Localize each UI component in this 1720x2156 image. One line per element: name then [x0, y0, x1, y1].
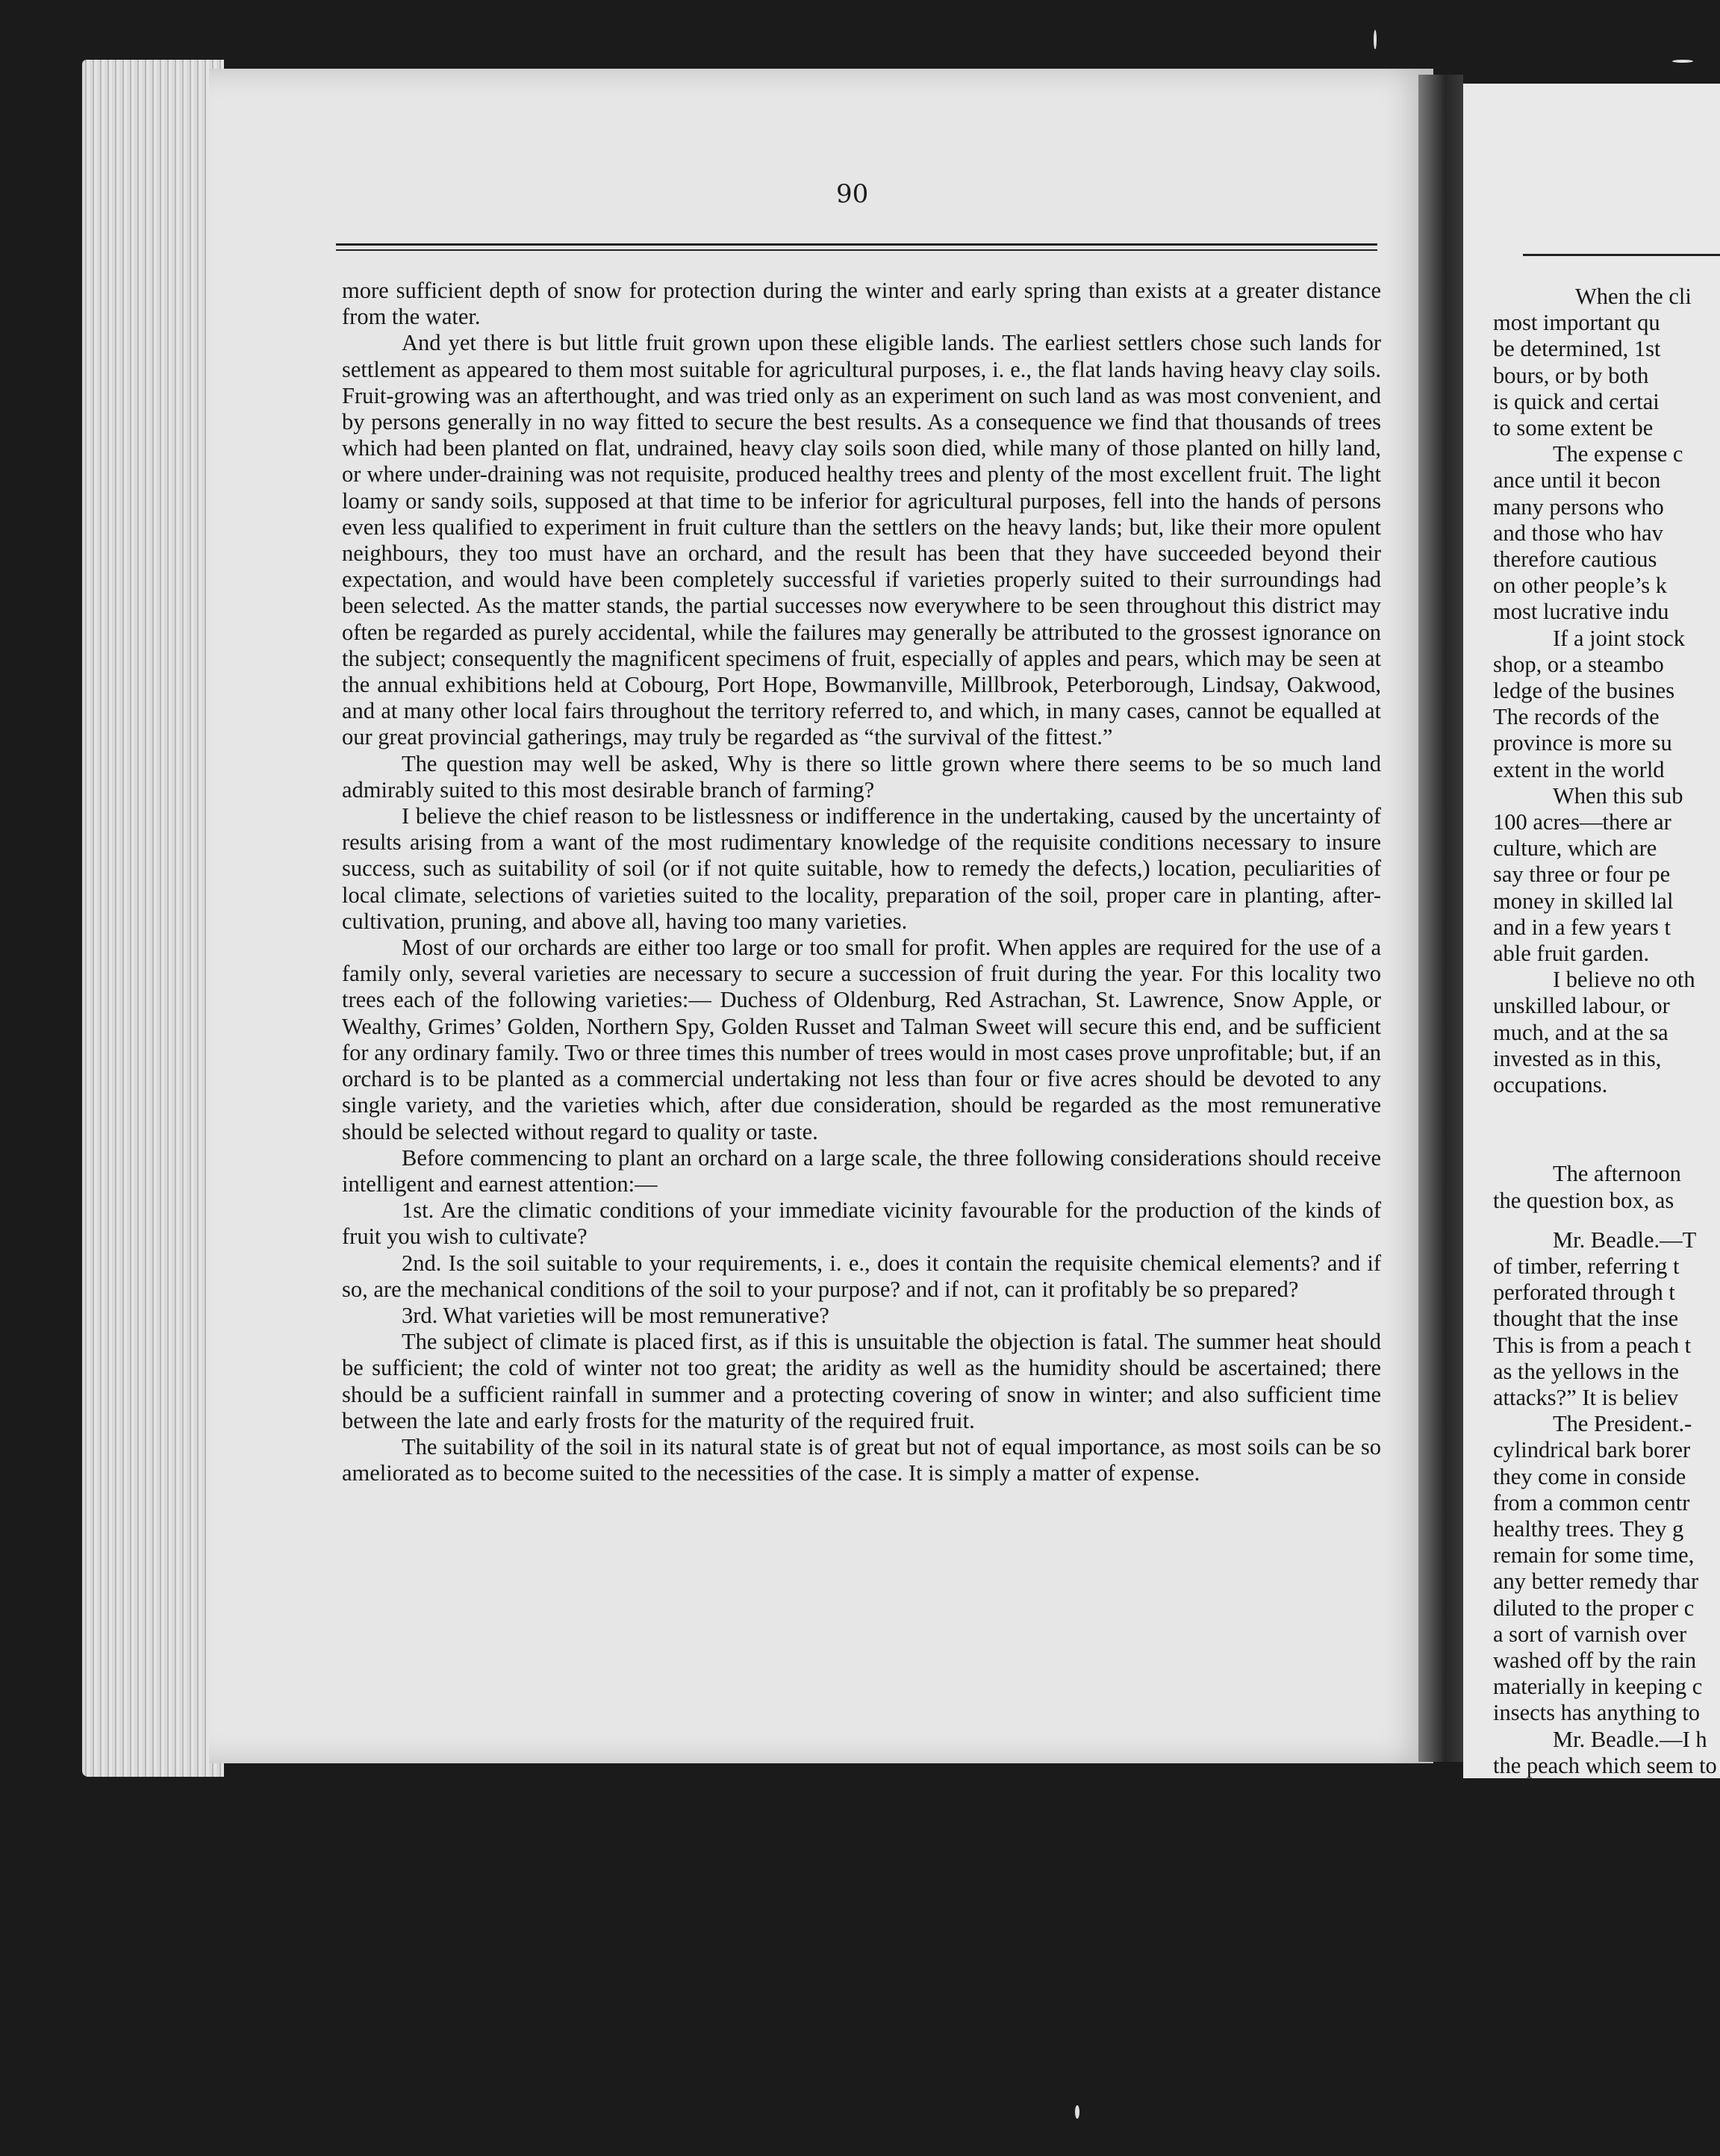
text-line: and in a few years t: [1493, 914, 1671, 940]
right-page-header-rule: [1523, 254, 1720, 256]
text-line: ledge of the busines: [1493, 678, 1675, 704]
text-line: money in skilled lal: [1493, 888, 1674, 914]
text-line: province is more su: [1493, 730, 1672, 756]
text-line: Mr. Beadle.—I h: [1553, 1726, 1707, 1752]
text-line: Mr. Beadle.—T: [1553, 1227, 1697, 1253]
text-line: the peach which seem to: [1493, 1752, 1717, 1778]
text-line: they come in conside: [1493, 1463, 1686, 1489]
paragraph: The question may well be asked, Why is there so little grown where there seems to be so much land admirably suited to this most desirable branch of farming?: [342, 750, 1381, 803]
text-line: on other people’s k: [1493, 573, 1667, 599]
paragraph: Before commencing to plant an orchard on a large scale, the three following considerations should receive intelligent and earnest attention:—: [342, 1144, 1381, 1197]
text-line: The expense c: [1553, 441, 1683, 467]
text-line: most important qu: [1493, 310, 1660, 336]
text-line: When the cli: [1575, 284, 1692, 309]
text-line: be determined, 1st: [1493, 336, 1661, 362]
text-line: most lucrative indu: [1493, 599, 1669, 625]
paragraph: The suitability of the soil in its natural state is of great but not of equal importance, as most soils can be so ameliorated as to become suited to the necessities of the case. It is simply a matter of expense.: [342, 1433, 1381, 1486]
header-rule-thick: [336, 243, 1377, 246]
paragraph: I believe the chief reason to be listlessness or indifference in the undertaking, caused by the uncertainty of results arising from a want of the most rudimentary knowledge of the requisite conditions necessary to insure success, such as suitability of soil (or if not quite suitable, how to remedy the defects,) location, peculiarities of local climate, selections of varieties suited to the locality, preparation of the soil, proper care in planting, after-cultivation, pruning, and above all, having too many varieties.: [342, 803, 1381, 934]
consideration-item: 2nd. Is the soil suitable to your requirements, i. e., does it contain the requisite chemical elements? and if so, are the mechanical conditions of the soil to your purpose? and if not, can it profitably be so prepared?: [342, 1250, 1381, 1302]
text-line: insects has anything to: [1493, 1700, 1701, 1726]
text-line: remain for some time,: [1493, 1542, 1695, 1568]
text-line: many persons who: [1493, 493, 1664, 520]
section-gap: [1493, 1098, 1720, 1161]
text-line: 100 acres—there ar: [1493, 809, 1671, 835]
consideration-item: 3rd. What varieties will be most remunerative?: [402, 1302, 829, 1328]
text-line: shop, or a steambo: [1493, 651, 1664, 677]
page-number: 90: [836, 179, 869, 209]
book-gutter: [1418, 75, 1463, 1762]
text-line: much, and at the sa: [1493, 1019, 1668, 1045]
text-line: I believe no oth: [1553, 967, 1695, 993]
text-line: able fruit garden.: [1493, 941, 1650, 967]
text-line: healthy trees. They g: [1493, 1515, 1684, 1542]
text-line: is quick and certai: [1493, 388, 1660, 414]
paragraph: And yet there is but little fruit grown upon these eligible lands. The earliest settlers chose such lands for settlement as appeared to them most suitable for agricultural purposes, i. e., the flat lands having heavy clay soils. Fruit-growing was an afterthought, and was tried only as an experiment on such land as was most convenient, and by persons generally in no way fitted to secure the best results. As a consequence we find that thousands of trees which had been planted on flat, undrained, heavy clay soils soon died, while many of those planted on hilly land, or where under-draining was not requisite, produced healthy trees and plenty of the most excellent fruit. The light loamy or sandy soils, supposed at that time to be inferior for agricultural purposes, fell into the hands of persons even less qualified to experiment in fruit culture than the settlers on the heavy lands; but, like their more opulent neighbours, they too must have an orchard, and the result has been that they have succeeded beyond their expectation, and would have been completely successful if varieties properly suited to their surroundings had been selected. As the matter stands, the partial successes now everywhere to be seen throughout this district may often be regarded as purely accidental, while the failures may generally be attributed to the grossest ignorance on the subject; consequently the magnificent specimens of fruit, especially of apples and pears, which may be seen at the annual exhibitions held at Cobourg, Port Hope, Bowmanville, Millbrook, Peterborough, Lindsay, Oakwood, and at many other local fairs throughout the territory referred to, and which, in many cases, cannot be equalled at our great provincial gatherings, may truly be regarded as “the survival of the fittest.”: [342, 330, 1381, 750]
text-line: any better remedy thar: [1493, 1568, 1699, 1595]
paragraph: more sufficient depth of snow for protection during the winter and early spring than exists at a greater distance from the water.: [342, 278, 1381, 330]
text-line: say three or four pe: [1493, 862, 1671, 888]
left-page-text: [342, 278, 1381, 1486]
text-line: extent in the world: [1493, 756, 1665, 782]
text-line: The afternoon: [1553, 1161, 1681, 1187]
text-line: diluted to the proper c: [1493, 1595, 1695, 1621]
text-line: washed off by the rain: [1493, 1647, 1697, 1673]
consideration-item: 1st. Are the climatic conditions of your immediate vicinity favourable for the production of the kinds of fruit you wish to cultivate?: [342, 1197, 1381, 1250]
text-line: thought that the inse: [1493, 1306, 1679, 1332]
text-line: occupations.: [1493, 1072, 1608, 1098]
text-line: as the yellows in the: [1493, 1358, 1680, 1384]
text-line: If a joint stock: [1553, 625, 1686, 651]
text-line: from a common centr: [1493, 1489, 1690, 1515]
paragraph: The subject of climate is placed first, as if this is unsuitable the objection is fatal. The summer heat should be sufficient; the cold of winter not too great; the aridity as well as the humidity should be ascertained; there should be a sufficient rainfall in summer and a protecting covering of snow in winter; and also sufficient time between the late and early frosts for the maturity of the required fruit.: [342, 1329, 1381, 1433]
text-line: attacks?” It is believ: [1493, 1384, 1679, 1410]
text-line: culture, which are: [1493, 835, 1657, 862]
text-line: invested as in this,: [1493, 1045, 1662, 1071]
book-page-edges: [82, 60, 224, 1777]
dust-mark: [1075, 2105, 1079, 2119]
paragraph: Most of our orchards are either too large or too small for profit. When apples are required for the use of a family only, several varieties are necessary to secure a succession of fruit during the year. For this locality two trees each of the following varieties:— Duchess of Oldenburg, Red Astrachan, St. Lawrence, Snow Apple, or Wealthy, Grimes’ Golden, Northern Spy, Golden Russet and Talman Sweet will secure this end, and be sufficient for any ordinary family. Two or three times this number of trees would in most cases prove unprofitable; but, if an orchard is to be planted as a commercial undertaking not less than four or five acres should be devoted to any single variety, and the varieties which, after due consideration, should be regarded as the most remunerative should be selected without regard to quality or taste.: [342, 935, 1381, 1144]
text-line: a sort of varnish over: [1493, 1621, 1687, 1647]
right-page-text: [1493, 284, 1720, 1779]
text-line: cylindrical bark borer: [1493, 1437, 1691, 1463]
text-line: unskilled labour, or: [1493, 993, 1670, 1019]
text-line: and those who hav: [1493, 520, 1663, 546]
text-line: of timber, referring t: [1493, 1253, 1680, 1279]
text-line: therefore cautious: [1493, 546, 1657, 573]
text-line: When this sub: [1553, 782, 1683, 808]
text-line: perforated through t: [1493, 1280, 1675, 1306]
header-rule-thin: [336, 249, 1377, 251]
dust-mark: [1672, 60, 1693, 63]
text-line: materially in keeping c: [1493, 1674, 1703, 1700]
text-line: to some extent be: [1493, 415, 1654, 441]
text-line: This is from a peach t: [1493, 1332, 1692, 1358]
text-line: ance until it becon: [1493, 467, 1661, 493]
text-line: The records of the: [1493, 704, 1660, 730]
dust-mark: [1374, 30, 1377, 49]
text-line: The President.-: [1553, 1411, 1692, 1437]
text-line: the question box, as: [1493, 1187, 1674, 1213]
text-line: bours, or by both: [1493, 362, 1649, 388]
